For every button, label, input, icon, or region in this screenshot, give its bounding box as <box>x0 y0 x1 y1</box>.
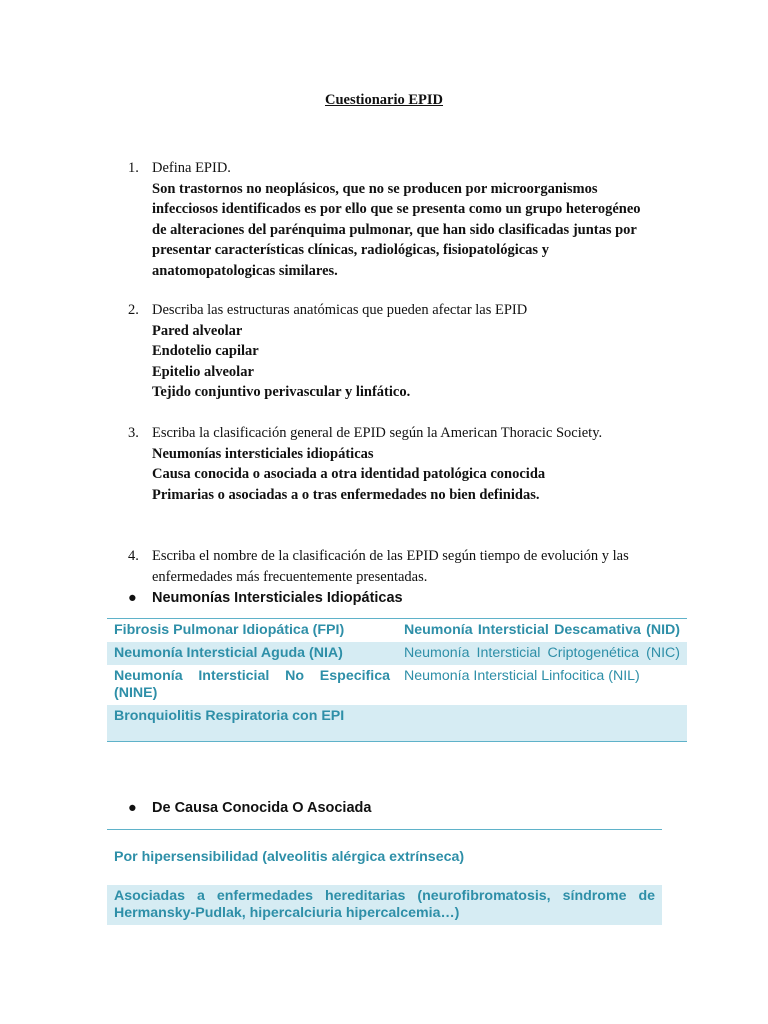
answer-line: presentar características clínicas, radiológicas, fisiopatológicas y <box>152 242 549 258</box>
table-row <box>107 830 662 886</box>
table-cell: Neumonía Intersticial Criptogenética (NIC) <box>397 642 687 665</box>
table-cell: Neumonía Intersticial Linfocitica (NIL) <box>404 668 640 684</box>
answer-line: Causa conocida o asociada a otra identidad patológica conocida <box>152 466 546 482</box>
document-title: Cuestionario EPID <box>324 92 444 108</box>
question-answer <box>152 444 668 506</box>
question-2 <box>128 300 668 403</box>
table-cell: Por hipersensibilidad (alveolitis alérgica extrínseca) <box>114 849 465 865</box>
question-prompt: Defina EPID. <box>152 160 231 176</box>
answer-line: Endotelio capilar <box>152 343 259 359</box>
answer-line: Pared alveolar <box>152 322 243 339</box>
question-answer <box>152 321 668 403</box>
table-cell: Fibrosis Pulmonar Idiopática (FPI) <box>114 622 345 638</box>
table-cell: Neumonía Intersticial Aguda (NIA) <box>107 642 397 665</box>
bullet-icon: ● <box>128 800 137 816</box>
question-3 <box>128 423 668 505</box>
table-row <box>107 705 687 742</box>
table-row <box>107 665 687 705</box>
answer-line: infecciosos identificados es por ello que se presenta como un grupo heterogéneo <box>152 201 641 217</box>
idiopathic-table <box>107 618 687 742</box>
section-heading-text: Neumonías Intersticiales Idiopáticas <box>152 590 403 606</box>
known-cause-table <box>107 829 662 925</box>
answer-line: Epitelio alveolar <box>152 363 254 380</box>
question-prompt: Describa las estructuras anatómicas que pueden afectar las EPID <box>152 302 528 318</box>
answer-line: anatomopatologicas similares. <box>152 262 338 279</box>
section-heading-text: De Causa Conocida O Asociada <box>152 800 372 816</box>
table-row <box>107 642 687 665</box>
bullet-icon: ● <box>128 590 137 606</box>
section-heading-idiopathic <box>128 590 403 606</box>
answer-line: Primarias o asociadas a o tras enfermedades no bien definidas. <box>152 486 540 503</box>
question-number: 3. <box>128 425 139 441</box>
table-cell: Asociadas a enfermedades hereditarias (neurofibromatosis, síndrome de Hermansky-Pudlak, hipercalciuria hipercalcemia…) <box>107 885 662 925</box>
question-answer <box>152 179 668 282</box>
table-cell <box>397 705 687 742</box>
table-row <box>107 619 687 643</box>
answer-line: Tejido conjuntivo perivascular y linfático. <box>152 384 411 400</box>
question-number: 4. <box>128 548 139 564</box>
section-heading-known-cause <box>128 800 371 816</box>
question-prompt-line: enfermedades más frecuentemente presentadas. <box>152 568 428 585</box>
answer-line: Neumonías intersticiales idiopáticas <box>152 445 374 462</box>
answer-line: Son trastornos no neoplásicos, que no se producen por microorganismos <box>152 180 598 197</box>
question-number: 1. <box>128 160 139 176</box>
question-number: 2. <box>128 302 139 318</box>
table-row <box>107 885 662 925</box>
question-prompt-line: Escriba el nombre de la clasificación de las EPID según tiempo de evolución y las <box>152 548 629 564</box>
question-4 <box>128 546 668 587</box>
table-cell: Neumonía Intersticial No Especifica (NINE) <box>114 668 390 701</box>
table-cell: Neumonía Intersticial Descamativa (NID) <box>404 622 680 638</box>
question-1 <box>128 158 668 281</box>
table-cell: Bronquiolitis Respiratoria con EPI <box>107 705 397 742</box>
question-prompt: Escriba la clasificación general de EPID según la American Thoracic Society. <box>152 425 603 441</box>
answer-line: de alteraciones del parénquima pulmonar, que han sido clasificadas juntas por <box>152 221 637 238</box>
